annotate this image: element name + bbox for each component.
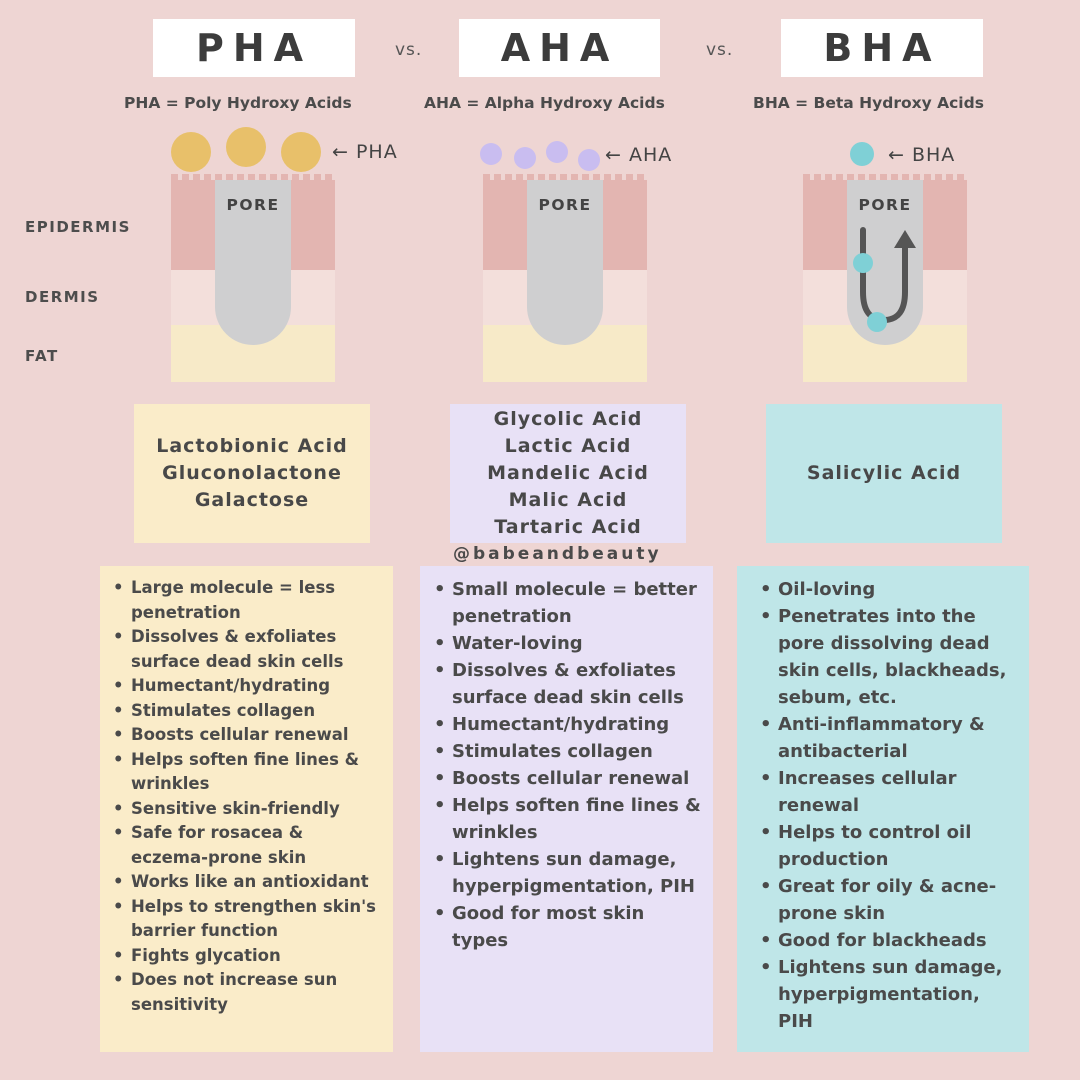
- aha-molecule: [514, 147, 536, 169]
- list-item: • Lightens sun damage, hyperpigmentation, PIH: [778, 954, 1019, 1035]
- bha-skin-diagram: [803, 180, 967, 382]
- list-item: • Boosts cellular renewal: [131, 723, 385, 748]
- pore-label: PORE: [226, 196, 280, 214]
- vs-label-2: vs.: [706, 40, 734, 60]
- bha-benefits-list: [778, 576, 1019, 1035]
- list-item: • Helps to strengthen skin's barrier function: [131, 895, 385, 944]
- pore-label: PORE: [858, 196, 912, 214]
- acid-name: Gluconolactone: [162, 462, 342, 484]
- acid-name: Salicylic Acid: [806, 462, 962, 484]
- aha-title: AHA: [459, 19, 660, 77]
- list-item: • Stimulates collagen: [452, 738, 703, 765]
- list-item: • Dissolves & exfoliates surface dead skin cells: [452, 657, 703, 711]
- bha-molecule-label: ← BHA: [888, 144, 956, 166]
- bha-molecule: [850, 142, 874, 166]
- aha-benefits-list: [452, 576, 703, 954]
- list-item: • Fights glycation: [131, 944, 385, 969]
- list-item: • Does not increase sun sensitivity: [131, 968, 385, 1017]
- pha-title: PHA: [153, 19, 355, 77]
- list-item: • Water-loving: [452, 630, 703, 657]
- bha-acids-box: [766, 404, 1002, 543]
- acid-name: Mandelic Acid: [487, 462, 649, 484]
- list-item: • Safe for rosacea & eczema-prone skin: [131, 821, 385, 870]
- list-item: • Humectant/hydrating: [131, 674, 385, 699]
- acid-name: Lactobionic Acid: [156, 435, 348, 457]
- list-item: • Small molecule = better penetration: [452, 576, 703, 630]
- aha-definition: AHA = Alpha Hydroxy Acids: [424, 94, 665, 112]
- list-item: • Sensitive skin-friendly: [131, 797, 385, 822]
- list-item: • Good for blackheads: [778, 927, 1019, 954]
- bha-penetration-arrow-icon: [847, 180, 923, 345]
- list-item: • Helps to control oil production: [778, 819, 1019, 873]
- acid-name: Lactic Acid: [504, 435, 632, 457]
- bha-definition: BHA = Beta Hydroxy Acids: [753, 94, 984, 112]
- aha-molecule: [480, 143, 502, 165]
- acid-name: Galactose: [194, 489, 310, 511]
- fat-label: FAT: [25, 347, 59, 365]
- pha-skin-diagram: [171, 180, 335, 382]
- pha-molecule: [171, 132, 211, 172]
- dermis-label: DERMIS: [25, 288, 100, 306]
- aha-acids-box: [450, 404, 686, 543]
- pha-molecule-label: ← PHA: [332, 141, 398, 163]
- list-item: • Good for most skin types: [452, 900, 703, 954]
- aha-molecule: [578, 149, 600, 171]
- bha-title: BHA: [781, 19, 983, 77]
- list-item: • Increases cellular renewal: [778, 765, 1019, 819]
- list-item: • Boosts cellular renewal: [452, 765, 703, 792]
- list-item: • Works like an antioxidant: [131, 870, 385, 895]
- acid-name: Tartaric Acid: [494, 516, 642, 538]
- list-item: • Humectant/hydrating: [452, 711, 703, 738]
- vs-label-1: vs.: [395, 40, 423, 60]
- aha-benefits-panel: [420, 566, 713, 1052]
- list-item: • Dissolves & exfoliates surface dead skin cells: [131, 625, 385, 674]
- pore: [527, 180, 603, 345]
- acid-name: Malic Acid: [508, 489, 628, 511]
- aha-molecule-label: ← AHA: [605, 144, 673, 166]
- aha-skin-diagram: [483, 180, 647, 382]
- list-item: • Lightens sun damage, hyperpigmentation, PIH: [452, 846, 703, 900]
- list-item: • Helps soften fine lines & wrinkles: [131, 748, 385, 797]
- list-item: • Stimulates collagen: [131, 699, 385, 724]
- epidermis-label: EPIDERMIS: [25, 218, 131, 236]
- list-item: • Penetrates into the pore dissolving dead skin cells, blackheads, sebum, etc.: [778, 603, 1019, 711]
- pore-label: PORE: [538, 196, 592, 214]
- pha-molecule: [281, 132, 321, 172]
- pha-definition: PHA = Poly Hydroxy Acids: [124, 94, 352, 112]
- watermark-handle: @babeandbeauty: [453, 544, 662, 564]
- pha-benefits-panel: [100, 566, 393, 1052]
- pha-acids-box: [134, 404, 370, 543]
- pha-molecule: [226, 127, 266, 167]
- bha-benefits-panel: [737, 566, 1029, 1052]
- pha-benefits-list: [131, 576, 385, 1017]
- acid-name: Glycolic Acid: [493, 408, 643, 430]
- aha-molecule: [546, 141, 568, 163]
- list-item: • Oil-loving: [778, 576, 1019, 603]
- list-item: • Anti-inflammatory & antibacterial: [778, 711, 1019, 765]
- list-item: • Great for oily & acne-prone skin: [778, 873, 1019, 927]
- list-item: • Helps soften fine lines & wrinkles: [452, 792, 703, 846]
- pore: [215, 180, 291, 345]
- list-item: • Large molecule = less penetration: [131, 576, 385, 625]
